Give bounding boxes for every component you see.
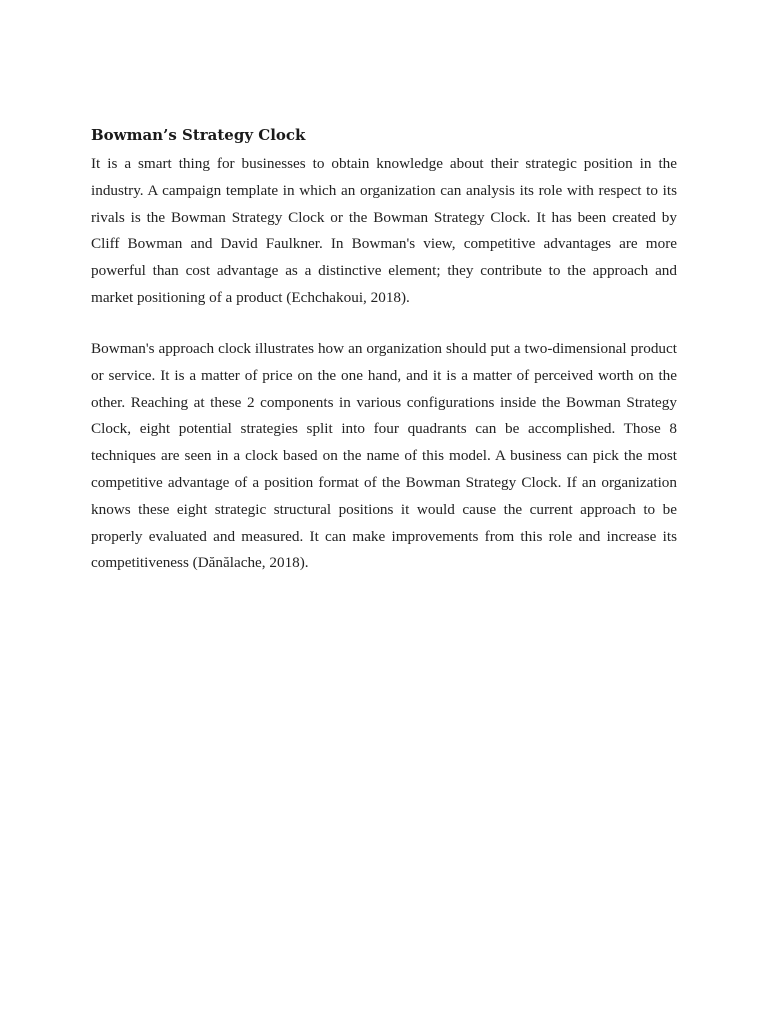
paragraph-clock-description: Bowman's approach clock illustrates how an organization should put a two-dimensional product or service. It is a matter of price on the one hand, and it is a matter of perceived worth on the other. Reaching at these 2 components in various configurations inside the Bowman Strategy Clock, eight potential strategies split into four quadrants can be accomplished. Those 8 techniques are seen in a clock based on the name of this model. A business can pick the most competitive advantage of a position format of the Bowman Strategy Clock. If an organization knows these eight strategic structural positions it would cause the current approach to be properly evaluated and measured. It can make improvements from this role and increase its competitiveness (Dănălache, 2018). [91,340,677,572]
paragraph-intro: It is a smart thing for businesses to obtain knowledge about their strategic position in the industry. A campaign template in which an organization can analysis its role with respect to its rivals is the Bowman Strategy Clock or the Bowman Strategy Clock. It has been created by Cliff Bowman and David Faulkner. In Bowman's view, competitive advantages are more powerful than cost advantage as a distinctive element; they contribute to the approach and market positioning of a product (Echchakoui, 2018). [91,155,677,306]
section-heading: Bowman’s Strategy Clock [91,126,306,144]
